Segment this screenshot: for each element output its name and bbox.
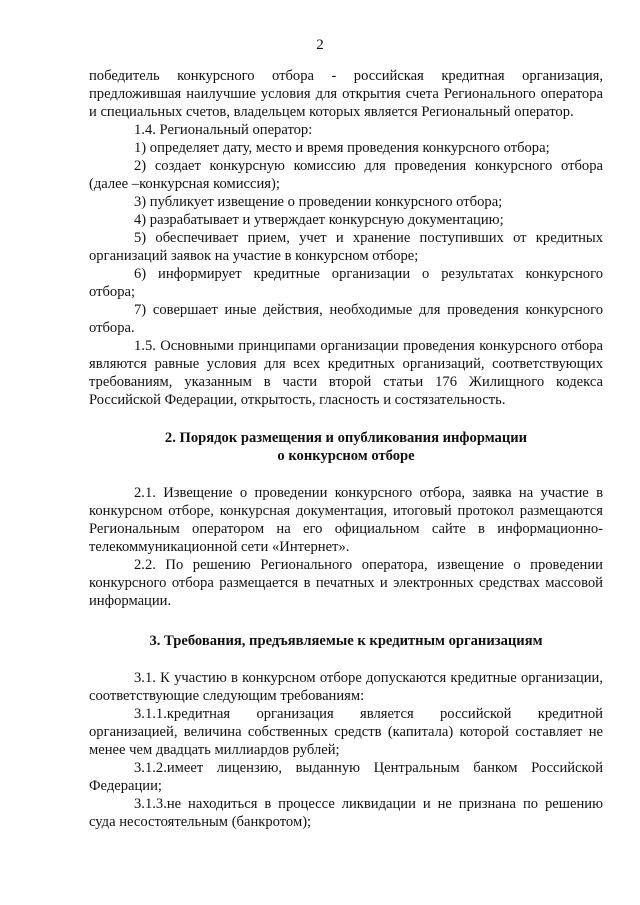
paragraph-2-2: 2.2. По решению Регионального оператора, извещение о проведении конкурсного отбора размещается в печатных и электронных средствах массовой информации. (89, 557, 603, 609)
section-3-heading: 3. Требования, предъявляемые к кредитным организациям (149, 633, 543, 649)
paragraph-3-1-1: 3.1.1.кредитная организация является российской кредитной организацией, величина собственных средств (капитала) которой составляет не менее чем двадцать миллиардов рублей; (89, 706, 603, 758)
paragraph-1-4-item-1: 1) определяет дату, место и время проведения конкурсного отбора; (134, 140, 550, 156)
paragraph-1-4-item-6: 6) информирует кредитные организации о результатах конкурсного отбора; (89, 266, 603, 300)
section-2-heading-line-1: 2. Порядок размещения и опубликования информации (164, 430, 528, 446)
paragraph-winner-definition: победитель конкурсного отбора - российская кредитная организация, предложившая наилучшие условия для открытия счета Регионального оператора и специальных счетов, владельцем которых является Региональный оператор. (89, 68, 603, 120)
paragraph-3-1-3: 3.1.3.не находиться в процессе ликвидации и не признана по решению суда несостоятельным (банкротом); (89, 796, 603, 830)
section-2-heading-line-2: о конкурсном отборе (277, 448, 415, 464)
paragraph-1-4-item-3: 3) публикует извещение о проведении конкурсного отбора; (134, 194, 503, 210)
paragraph-1-4-heading: 1.4. Региональный оператор: (134, 122, 313, 138)
paragraph-1-4-item-7: 7) совершает иные действия, необходимые для проведения конкурсного отбора. (89, 302, 603, 336)
paragraph-3-1: 3.1. К участию в конкурсном отборе допускаются кредитные организации, соответствующие следующим требованиям: (89, 670, 603, 704)
paragraph-1-5: 1.5. Основными принципами организации проведения конкурсного отбора являются равные условия для всех кредитных организаций, соответствующих требованиям, указанным в части второй статьи 176 Жилищного кодекса Российской Федерации, открытость, гласность и состязательность. (89, 338, 603, 408)
paragraph-1-4-item-2: 2) создает конкурсную комиссию для проведения конкурсного отбора (далее –конкурсная комиссия); (89, 158, 603, 192)
paragraph-1-4-item-4: 4) разрабатывает и утверждает конкурсную документацию; (134, 212, 504, 228)
document-body (89, 67, 603, 831)
paragraph-1-4-item-5: 5) обеспечивает прием, учет и хранение поступивших от кредитных организаций заявок на участие в конкурсном отборе; (89, 230, 603, 264)
page-number: 2 (316, 37, 324, 53)
section-2-heading (89, 429, 603, 465)
paragraph-2-1: 2.1. Извещение о проведении конкурсного отбора, заявка на участие в конкурсном отборе, конкурсная документация, итоговый протокол размещаются Региональным оператором на его официальном сайте в информационно-телекоммуникационной сети «Интернет». (89, 485, 603, 555)
paragraph-3-1-2: 3.1.2.имеет лицензию, выданную Центральным банком Российской Федерации; (89, 760, 603, 794)
